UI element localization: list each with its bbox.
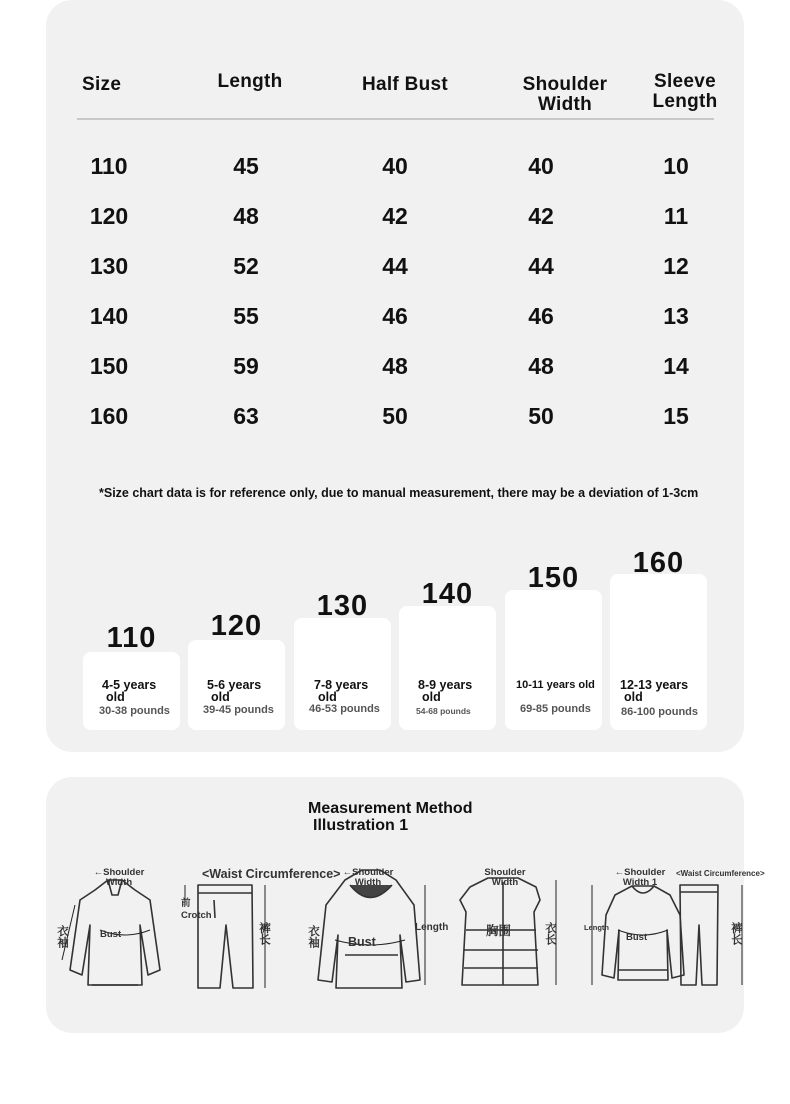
age-step-weight: 30-38 pounds <box>99 705 170 717</box>
label-pants-cn-1: 裤长 <box>258 922 270 945</box>
label-sleeve-cn-2: 衣袖 <box>307 925 319 948</box>
header-size-label: Size <box>82 74 122 95</box>
table-cell: 130 <box>89 253 129 279</box>
table-cell: 44 <box>382 253 408 279</box>
table-cell: 44 <box>528 253 554 279</box>
age-step-weight: 54-68 pounds <box>416 706 471 716</box>
label-length-1: Length <box>415 922 449 933</box>
table-cell: 50 <box>528 403 554 429</box>
label-pants-cn-2: 裤长 <box>730 922 742 945</box>
table-cell: 55 <box>233 303 259 329</box>
label-shoulder-width-4: ←Shoulder Width 1 <box>614 867 666 888</box>
measurement-title-line1: Measurement Method <box>308 800 473 817</box>
table-cell: 13 <box>663 303 689 329</box>
table-cell: 46 <box>382 303 408 329</box>
table-cell: 63 <box>233 403 259 429</box>
label-shoulder-width-1: ←Shoulder Width <box>93 867 145 888</box>
header-half-bust-label: Half Bust <box>361 74 449 95</box>
age-step-weight: 39-45 pounds <box>203 704 274 716</box>
table-cell: 50 <box>382 403 408 429</box>
table-cell: 42 <box>528 203 554 229</box>
header-sleeve-label-2: Length <box>652 91 718 112</box>
label-shoulder-width-3: Shoulder Width <box>484 867 526 888</box>
age-step-size: 110 <box>106 622 157 654</box>
table-cell: 40 <box>382 153 408 179</box>
table-cell: 48 <box>233 203 259 229</box>
label-length-2: Length <box>584 923 609 932</box>
label-waist-1: <Waist Circumference> <box>202 867 341 881</box>
age-step-age: 8-9 years old <box>418 678 473 704</box>
header-shoulder-label-2: Width <box>537 94 593 115</box>
table-cell: 15 <box>663 403 689 429</box>
age-step-age: 5-6 years old <box>207 678 262 704</box>
table-cell: 45 <box>233 153 259 179</box>
age-step-size: 120 <box>210 610 263 642</box>
measurement-title-line2: Illustration 1 <box>313 817 409 834</box>
age-step-size: 150 <box>527 562 580 594</box>
label-length-cn: 衣长 <box>544 922 556 945</box>
label-bust-1: Bust <box>100 929 122 940</box>
label-bust-cn: 胸围 <box>486 924 512 938</box>
label-front-crotch: 前 Crotch <box>181 898 212 921</box>
pants-sketch-2 <box>680 885 718 985</box>
table-cell: 59 <box>233 353 259 379</box>
table-cell: 120 <box>89 203 129 229</box>
age-step-age: 10-11 years old <box>516 679 595 691</box>
age-step-size: 140 <box>421 578 474 610</box>
table-cell: 48 <box>382 353 408 379</box>
age-step-age: 7-8 years old <box>314 678 369 704</box>
age-step-age: 4-5 years old <box>102 678 157 704</box>
table-cell: 160 <box>89 403 129 429</box>
table-cell: 11 <box>663 203 689 229</box>
table-cell: 10 <box>663 153 689 179</box>
table-cell: 40 <box>528 153 554 179</box>
age-step-weight: 86-100 pounds <box>621 706 699 718</box>
table-cell: 48 <box>528 353 554 379</box>
header-shoulder-label-1: Shoulder <box>522 74 608 95</box>
label-shoulder-width-2: ←Shoulder Width <box>342 867 394 888</box>
age-step-size: 160 <box>632 547 685 579</box>
table-cell: 46 <box>528 303 554 329</box>
table-cell: 14 <box>663 353 689 379</box>
table-cell: 140 <box>89 303 129 329</box>
age-step-size: 130 <box>316 590 369 622</box>
table-cell: 12 <box>663 253 689 279</box>
label-bust-2: Bust <box>348 935 376 949</box>
size-disclaimer-note: *Size chart data is for reference only, due to manual measurement, there may be a deviation of 1-3cm <box>99 486 699 500</box>
label-sleeve-cn-1: 衣袖 <box>56 925 68 948</box>
age-step-weight: 69-85 pounds <box>520 703 591 715</box>
label-waist-2: <Waist Circumference> <box>676 869 765 878</box>
age-step-age: 12-13 years old <box>620 678 689 704</box>
header-sleeve-label-1: Sleeve <box>653 71 717 92</box>
header-length-label: Length <box>217 71 283 92</box>
table-cell: 42 <box>382 203 408 229</box>
label-bust-3: Bust <box>626 932 648 943</box>
table-cell: 52 <box>233 253 259 279</box>
table-cell: 110 <box>90 153 128 179</box>
age-step-weight: 46-53 pounds <box>309 703 380 715</box>
table-cell: 150 <box>89 353 129 379</box>
